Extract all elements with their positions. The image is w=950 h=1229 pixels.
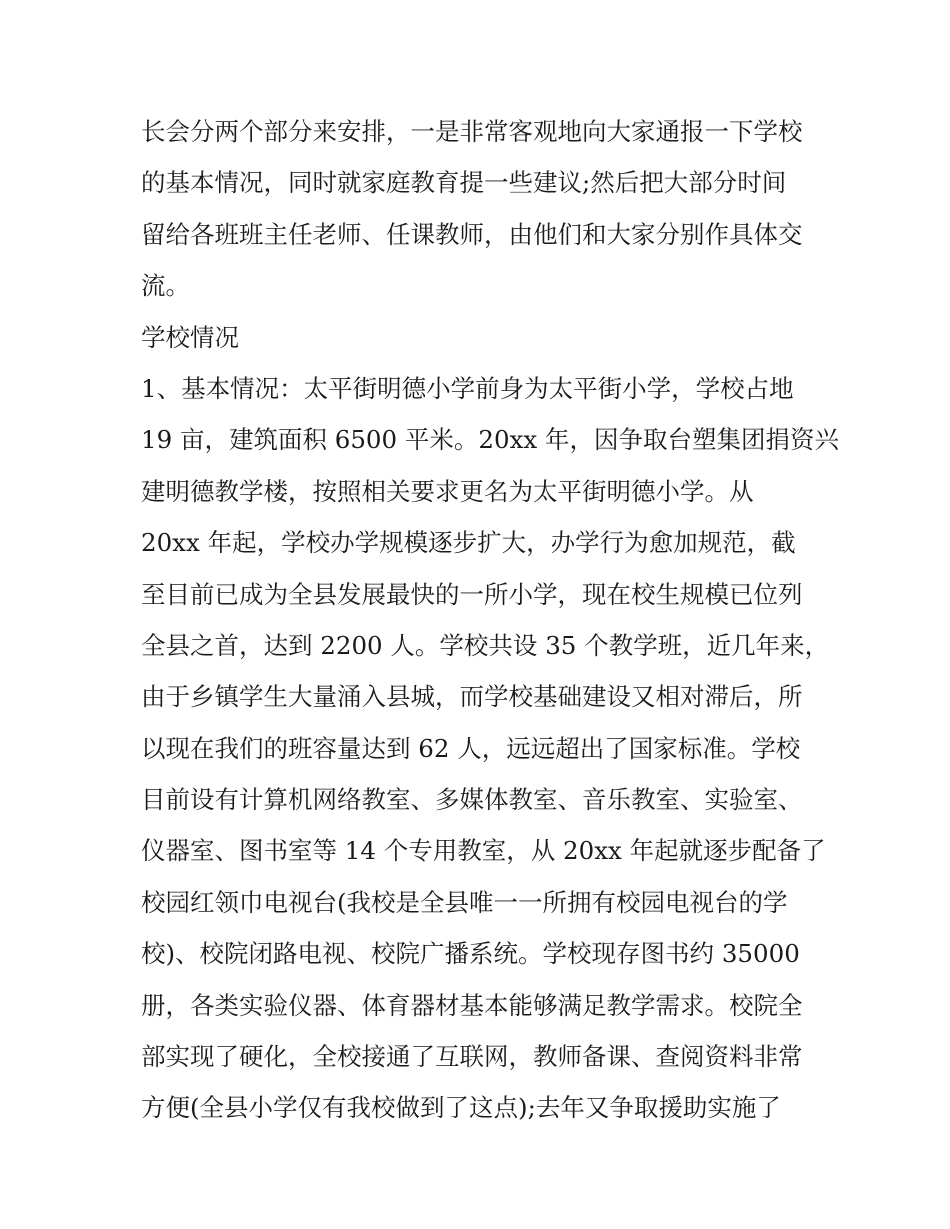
text-line: 校)、校院闭路电视、校院广播系统。学校现存图书约 35000 (141, 939, 800, 969)
text-line: 19 亩，建筑面积 6500 平米。20xx 年，因争取台塑集团捐资兴 (141, 425, 839, 455)
text-line: 留给各班班主任老师、任课教师，由他们和大家分别作具体交 (141, 219, 803, 249)
section-heading: 学校情况 (141, 322, 239, 352)
text-line: 目前设有计算机网络教室、多媒体教室、音乐教室、实验室、 (141, 785, 803, 815)
text-line: 全县之首，达到 2200 人。学校共设 35 个教学班，近几年来， (141, 630, 830, 660)
text-line: 至目前已成为全县发展最快的一所小学，现在校生规模已位列 (141, 579, 803, 609)
text-line: 方便(全县小学仅有我校做到了这点);去年又争取援助实施了 (141, 1093, 781, 1123)
body-text (141, 106, 839, 1134)
text-line: 册，各类实验仪器、体育器材基本能够满足教学需求。校院全 (141, 990, 803, 1020)
text-line: 以现在我们的班容量达到 62 人，远远超出了国家标准。学校 (141, 733, 801, 763)
text-line: 20xx 年起，学校办学规模逐步扩大，办学行为愈加规范，截 (141, 528, 796, 558)
text-line: 1、基本情况：太平街明德小学前身为太平街小学，学校占地 (141, 373, 794, 403)
text-line: 流。 (141, 271, 190, 301)
text-line: 的基本情况，同时就家庭教育提一些建议;然后把大部分时间 (141, 168, 787, 198)
text-line: 长会分两个部分来安排，一是非常客观地向大家通报一下学校 (141, 117, 803, 146)
text-line: 仪器室、图书室等 14 个专用教室，从 20xx 年起就逐步配备了 (141, 836, 826, 866)
text-line: 由于乡镇学生大量涌入县城，而学校基础建设又相对滞后，所 (141, 682, 803, 712)
text-line: 校园红领巾电视台(我校是全县唯一一所拥有校园电视台的学 (141, 887, 788, 917)
text-line: 建明德教学楼，按照相关要求更名为太平街明德小学。从 (141, 476, 754, 506)
text-line: 部实现了硬化，全校接通了互联网，教师备课、查阅资料非常 (141, 1042, 803, 1072)
